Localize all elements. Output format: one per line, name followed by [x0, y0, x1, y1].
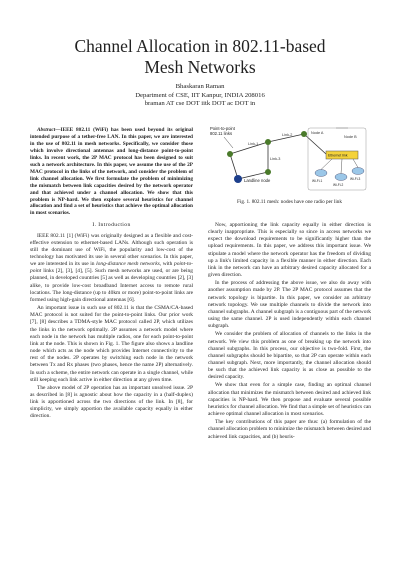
- figure-radio-label-2: Wi-Fi-2: [333, 183, 344, 187]
- intro-paragraph-2: An important issue in such use of 802.11 is that the CSMA/CA-based MAC protocol is not suited for the point-to-point links. Our prior work [7], [8] describes a TDMA-style MAC protocol called 2P, which utilizes the links in the network optimally. 2P assumes a network model where each node in the network has multiple radios, one for each point-to-point link at the node. This is shown in Fig. 1. The figure also shows a landline node which acts as the node which provides Internet connectivity to the rest of the nodes. 2P operates by switching each node in the network between Tx and Rx phases (two phases, hence the name 2P) alternatively. In such a scheme, the entire network can operate in a single channel, while still keeping each link active in either direction at any given time.: [30, 305, 193, 383]
- right-column: [208, 222, 371, 441]
- title-line-1: Channel Allocation in 802.11-based: [74, 36, 326, 56]
- author-name: Bhaskaran Raman: [175, 83, 225, 90]
- right-paragraph-1: Now, apportioning the link capacity equally in either direction is clearly inappropriate. This is especially so since in access networks we expect the download requirements to be significantly higher than the upload requirements. In this paper, we address this important issue. We stipulate a model where the network operator has the freedom of dividing up a link's limited capacity in a flexible manner in either direction. Each link in the network can have an arbitrary desired capacity allocated for a given direction.: [208, 222, 371, 279]
- landline-node-icon: [234, 175, 242, 183]
- author-affiliation: Department of CSE, IIT Kanpur, INDIA 208016: [135, 91, 265, 99]
- figure-ethernet-wire-3: [353, 159, 358, 168]
- figure-label-ptp: Point-to-point: [210, 126, 235, 131]
- figure-node-a-label: Node A: [311, 131, 324, 135]
- figure-radio-label-1: Wi-Fi-1: [312, 179, 323, 183]
- figure-link-label-1: Link-1: [248, 142, 259, 146]
- network-figure: [208, 124, 371, 198]
- intro-paragraph-1: [30, 233, 193, 305]
- author-block: [40, 83, 360, 109]
- figure-node-b-label: Node B: [344, 135, 357, 139]
- figure-label-ethernet: Ethernet link: [328, 153, 348, 158]
- radio-icon: [352, 168, 364, 175]
- right-paragraph-5: The key contributions of this paper are thus: (a) formulation of the channel allocation problem to minimize the mismatch between desired and achieved link capacities, and (b) heuris-: [208, 419, 371, 440]
- section-heading: I. Introduction: [92, 222, 131, 229]
- abstract: [30, 127, 193, 217]
- abstract-lead: Abstract: [37, 127, 56, 133]
- mesh-node-icon: [227, 151, 233, 157]
- radio-icon: [315, 170, 327, 177]
- figure-label-ptp-2: 802.11 links: [210, 131, 233, 136]
- figure-radio-label-3: Wi-Fi-3: [350, 177, 361, 181]
- figure-link-label-3: Link-3: [270, 157, 281, 161]
- intro-p1-text-c: links [2], [3], [4], [5]. Such mesh networks are used, or are being planned, in developed countries [5] as well as developing countries [2], [3] alike, to provide low-cost broadband Internet access to remote rural locations. The long-distance (up to 40km or more) point-to-point links are formed using high-gain directional antennas [6].: [30, 268, 193, 303]
- mesh-node-icon: [301, 131, 307, 137]
- mesh-node-icon: [265, 139, 271, 145]
- figure-pointer-line: [224, 137, 233, 148]
- figure-label-landline: Landline node: [244, 178, 271, 183]
- intro-p1-emphasis-2: point-to-point: [30, 261, 193, 275]
- radio-icon: [335, 174, 347, 181]
- author-email: braman AT cse DOT iitk DOT ac DOT in: [144, 100, 256, 108]
- figure-ethernet-wire-2: [341, 159, 342, 174]
- intro-p1-text-a: IEEE 802.11 [1] (WiFi) was originally designed as a flexible and cost-effective extension to ethernet-based LANs. Although such operation is still the dominant use of WiFi, the popularity and low-cost of the technology has motivated its use in several other scenarios. In this paper, we are interested in its use in: [30, 232, 193, 268]
- left-column: [30, 127, 193, 421]
- abstract-text: —IEEE 802.11 (WiFi) has been used beyond its original intended purpose of a tether-free LAN. In this paper, we are interested in the use of 802.11 in mesh networks. Specifically, we consider those which involve directional antennas and long-distance point-to-point links. In recent work, the 2P MAC protocol has been designed to suit such a network architecture. In this paper, we assume the use of the 2P MAC protocol in the links of the network, and consider the problem of link channel allocation. We first formulate the problem of minimizing the mismatch between link capacities desired by the network operator and that achieved under a channel allocation. We show that this problem is NP-hard. We then explore several heuristics for channel allocation and find a set of heuristics that achieve the optimal allocation in most scenarios.: [30, 127, 193, 217]
- intro-p1-text-b: , with: [159, 261, 174, 268]
- title-line-2: Mesh Networks: [144, 57, 256, 77]
- right-paragraph-3: We consider the problem of allocation of channels to the links in the network. We view this problem as one of breaking up the network into channel subgraphs. In this process, our objective is two-fold. First, the channel subgraphs should be bipartite, so that 2P can operate within each channel subgraph. Next, more importantly, the channel allocation should be such that the achieved link capacity is as close as possible to the desired capacity.: [208, 331, 371, 381]
- intro-p1-emphasis: long-distance mesh networks: [96, 261, 160, 268]
- intro-paragraph-3: The above model of 2P operation has an important unsolved issue. 2P as described in [8] is agnostic about how the capacity in a (half-duplex) link is apportioned across the two directions of the link. In [8], for simplicity, we simply apportion the available capacity equally in either direction.: [30, 384, 193, 420]
- right-paragraph-2: In the process of addressing the above issue, we also do away with another assumption made by 2P. The 2P MAC protocol assumes that the network topology is bipartite. In this paper, we consider an arbitrary network topology. We use multiple channels to divide the network into channel subgraphs. A channel subgraph is a contiguous part of the network using the same channel. 2P is used independently within each channel subgraph.: [208, 280, 371, 330]
- figure-link-line-6: [304, 134, 326, 154]
- figure-caption: Fig. 1. 802.11 mesh: nodes have one radio per link: [237, 199, 342, 205]
- paper-title: [40, 36, 360, 78]
- figure-link-label-2: Link-2: [282, 133, 293, 137]
- mesh-node-icon: [265, 169, 271, 175]
- figure-ethernet-wire-1: [321, 159, 332, 170]
- right-paragraph-4: We show that even for a simple case, finding an optimal channel allocation that minimizes the mismatch between desired and achieved link capacities is NP-hard. We then propose and evaluate several possible heuristics for channel allocation. We find that a simple set of heuristics can achieve optimal channel allocation in most scenarios.: [208, 382, 371, 418]
